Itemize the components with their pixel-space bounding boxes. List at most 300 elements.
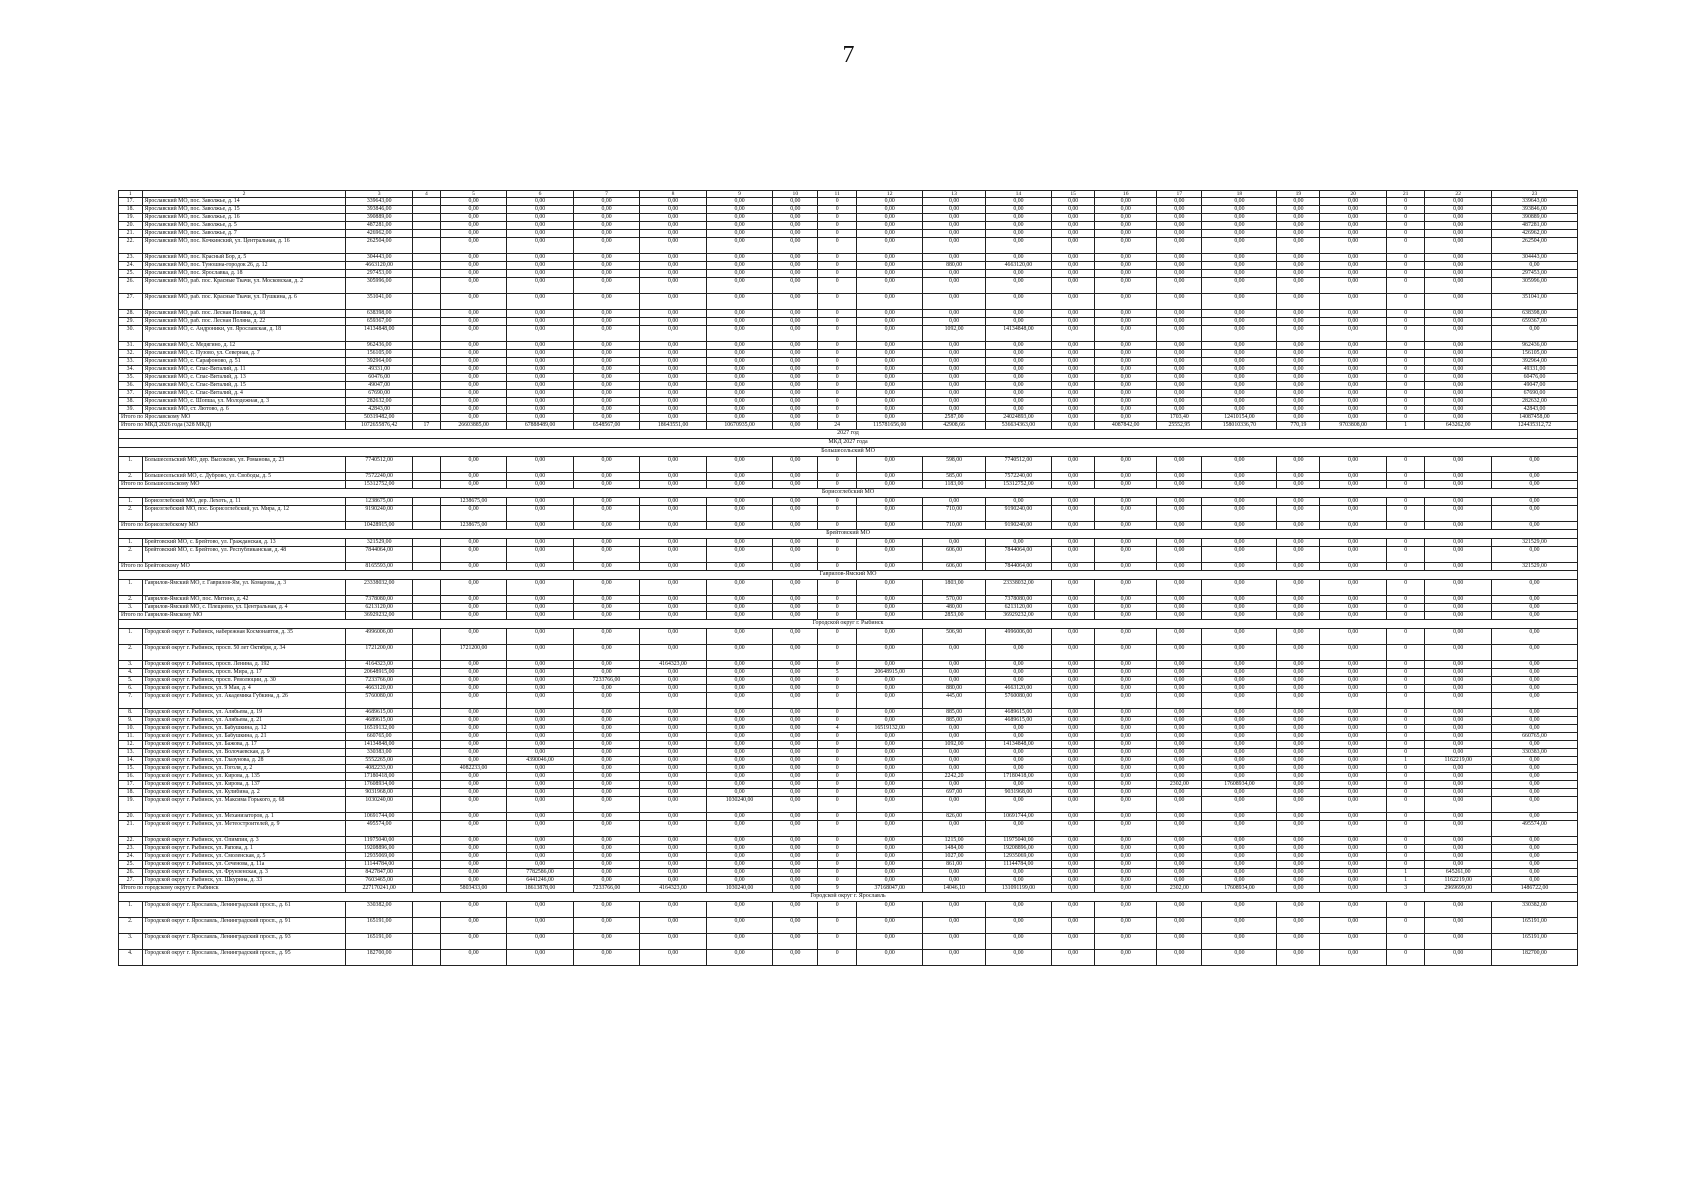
value-cell: [412, 350, 440, 358]
table-row: [119, 398, 1578, 406]
value-cell: 0,00: [507, 358, 574, 366]
header-cell: 11: [818, 191, 857, 198]
value-cell: 1238675,00: [440, 498, 507, 506]
address-cell: Городской округ г. Ярославль, Ленинградский просп., д. 95: [142, 950, 346, 966]
value-cell: 9190240,00: [985, 506, 1052, 522]
value-cell: 0,00: [985, 669, 1052, 677]
value-cell: 0,00: [706, 709, 773, 717]
value-cell: 0: [1386, 902, 1425, 918]
value-cell: [412, 539, 440, 547]
value-cell: 0,00: [923, 821, 985, 837]
value-cell: 0,00: [1320, 366, 1387, 374]
total-row: [119, 563, 1578, 571]
value-cell: 0,00: [640, 310, 707, 318]
value-cell: 0,00: [856, 278, 923, 294]
value-cell: 0,00: [573, 950, 640, 966]
value-cell: 0,00: [985, 877, 1052, 885]
value-cell: 0,00: [1157, 278, 1202, 294]
value-cell: 0,00: [1320, 198, 1387, 206]
table-row: [119, 230, 1578, 238]
value-cell: 0,00: [773, 342, 818, 350]
value-cell: 0,00: [856, 853, 923, 861]
value-cell: 0,00: [1320, 254, 1387, 262]
total-label: Итого по Брейтовскому МО: [119, 563, 346, 571]
value-cell: 0,00: [856, 645, 923, 661]
value-cell: 0,00: [923, 765, 985, 773]
value-cell: 0: [818, 457, 857, 473]
value-cell: 0,00: [856, 522, 923, 530]
value-cell: 227170241,00: [346, 885, 413, 893]
value-cell: 18613878,00: [507, 885, 574, 893]
value-cell: 0,00: [1320, 390, 1387, 398]
value-cell: 0,00: [1202, 797, 1277, 813]
value-cell: 0,00: [1425, 326, 1492, 342]
column-number-header: [119, 191, 1578, 198]
value-cell: 0: [1386, 813, 1425, 821]
value-cell: 0,00: [985, 661, 1052, 669]
value-cell: 0,00: [1095, 350, 1157, 358]
table-row: [119, 310, 1578, 318]
value-cell: 0,00: [1157, 612, 1202, 620]
value-cell: 0,00: [1052, 765, 1095, 773]
value-cell: 15312752,00: [346, 481, 413, 489]
row-number: 30.: [119, 326, 143, 342]
value-cell: 0,00: [923, 950, 985, 966]
total-label: Итого по городскому округу г. Рыбинск: [119, 885, 346, 893]
value-cell: 606,00: [923, 563, 985, 571]
value-cell: 0: [1386, 254, 1425, 262]
value-cell: 0,00: [440, 685, 507, 693]
address-cell: Городской округ г. Рыбинск, ул. Бабушкина, д. 12: [142, 725, 346, 733]
row-number: 37.: [119, 390, 143, 398]
value-cell: 0,00: [1095, 685, 1157, 693]
table-row: [119, 789, 1578, 797]
value-cell: 0,00: [706, 457, 773, 473]
value-cell: 0,00: [706, 262, 773, 270]
value-cell: 0,00: [1491, 757, 1577, 765]
value-cell: 6213120,00: [985, 604, 1052, 612]
value-cell: 0,00: [573, 382, 640, 390]
address-cell: Гаврилов-Ямский МО, пос. Митино, д. 42: [142, 596, 346, 604]
value-cell: 962436,00: [1491, 342, 1577, 350]
header-cell: 16: [1095, 191, 1157, 198]
table-row: [119, 457, 1578, 473]
value-cell: 0,00: [856, 350, 923, 358]
value-cell: 0,00: [1157, 230, 1202, 238]
value-cell: 0,00: [856, 741, 923, 749]
value-cell: 0,00: [1157, 498, 1202, 506]
value-cell: 0,00: [773, 262, 818, 270]
value-cell: 0,00: [1320, 717, 1387, 725]
value-cell: 0,00: [985, 821, 1052, 837]
value-cell: 0,00: [1095, 278, 1157, 294]
value-cell: 0,00: [507, 350, 574, 358]
value-cell: [412, 797, 440, 813]
value-cell: 0,00: [507, 645, 574, 661]
value-cell: 0,00: [1277, 709, 1320, 717]
value-cell: 0,00: [573, 358, 640, 366]
value-cell: 11975040,00: [346, 837, 413, 845]
value-cell: 0,00: [640, 230, 707, 238]
value-cell: 1486722,00: [1491, 885, 1577, 893]
value-cell: 0,00: [440, 741, 507, 749]
value-cell: 8427847,00: [346, 869, 413, 877]
value-cell: 0,00: [440, 813, 507, 821]
value-cell: 0,00: [1052, 869, 1095, 877]
value-cell: 0,00: [1095, 725, 1157, 733]
value-cell: 0,00: [923, 398, 985, 406]
value-cell: 0,00: [573, 596, 640, 604]
value-cell: 0,00: [1320, 869, 1387, 877]
value-cell: 25552,95: [1157, 422, 1202, 430]
value-cell: 26603885,00: [440, 422, 507, 430]
value-cell: 321529,00: [346, 539, 413, 547]
value-cell: 0,00: [1425, 709, 1492, 717]
value-cell: 0,00: [773, 473, 818, 481]
value-cell: 0,00: [1277, 741, 1320, 749]
value-cell: 0,00: [1491, 709, 1577, 717]
value-cell: 0: [818, 326, 857, 342]
value-cell: 0,00: [1157, 214, 1202, 222]
value-cell: 0,00: [640, 845, 707, 853]
value-cell: 0,00: [507, 934, 574, 950]
row-number: 12.: [119, 741, 143, 749]
address-cell: Городской округ г. Рыбинск, ул. Гоголя, д. 2: [142, 765, 346, 773]
value-cell: 0,00: [1095, 230, 1157, 238]
value-cell: 0,00: [706, 318, 773, 326]
value-cell: 0,00: [706, 781, 773, 789]
value-cell: 0,00: [573, 222, 640, 230]
value-cell: 0: [818, 222, 857, 230]
value-cell: [412, 374, 440, 382]
address-cell: Городской округ г. Рыбинск, ул. Кирова, д. 137: [142, 781, 346, 789]
value-cell: 0,00: [507, 685, 574, 693]
header-cell: 18: [1202, 191, 1277, 198]
value-cell: 0,00: [1320, 294, 1387, 310]
value-cell: 0,00: [1277, 473, 1320, 481]
value-cell: 495574,00: [1491, 821, 1577, 837]
value-cell: 15312752,00: [985, 481, 1052, 489]
value-cell: 0,00: [1277, 374, 1320, 382]
value-cell: 0,00: [1095, 677, 1157, 685]
value-cell: 0,00: [856, 813, 923, 821]
value-cell: 0,00: [1095, 506, 1157, 522]
value-cell: 0,00: [507, 902, 574, 918]
value-cell: [412, 885, 440, 893]
value-cell: 0,00: [1052, 661, 1095, 669]
value-cell: 0,00: [773, 781, 818, 789]
value-cell: 0,00: [1320, 629, 1387, 645]
value-cell: 0,00: [1277, 902, 1320, 918]
value-cell: 0,00: [706, 238, 773, 254]
value-cell: 0,00: [640, 781, 707, 789]
value-cell: 0,00: [856, 310, 923, 318]
value-cell: 0,00: [1491, 693, 1577, 709]
value-cell: [412, 358, 440, 366]
row-number: 2.: [119, 473, 143, 481]
value-cell: 0: [1386, 837, 1425, 845]
value-cell: [412, 773, 440, 781]
value-cell: 0,00: [773, 661, 818, 669]
value-cell: 0,00: [1095, 310, 1157, 318]
row-number: 1.: [119, 498, 143, 506]
value-cell: 770,19: [1277, 422, 1320, 430]
value-cell: 0,00: [507, 238, 574, 254]
value-cell: 0,00: [440, 677, 507, 685]
value-cell: 0,00: [1491, 457, 1577, 473]
value-cell: 0: [818, 414, 857, 422]
value-cell: 0: [1386, 342, 1425, 350]
value-cell: 4082233,00: [440, 765, 507, 773]
value-cell: 42908,66: [923, 422, 985, 430]
table-row: [119, 773, 1578, 781]
section-header-row: [119, 893, 1578, 902]
value-cell: 0,00: [507, 604, 574, 612]
value-cell: 0: [818, 741, 857, 749]
value-cell: 0,00: [640, 773, 707, 781]
value-cell: 0,00: [706, 749, 773, 757]
value-cell: 0,00: [640, 902, 707, 918]
value-cell: 0,00: [985, 757, 1052, 765]
address-cell: Городской округ г. Рыбинск, ул. Шкурина, д. 33: [142, 877, 346, 885]
value-cell: 0,00: [640, 677, 707, 685]
value-cell: 638398,00: [1491, 310, 1577, 318]
value-cell: 0,00: [706, 254, 773, 262]
row-number: 4.: [119, 669, 143, 677]
value-cell: 0: [818, 845, 857, 853]
value-cell: 0,00: [1202, 685, 1277, 693]
row-number: 1.: [119, 457, 143, 473]
value-cell: 0: [1386, 522, 1425, 530]
value-cell: 0,00: [1320, 481, 1387, 489]
value-cell: 0,00: [706, 861, 773, 869]
value-cell: 165191,00: [1491, 918, 1577, 934]
value-cell: 0,00: [1095, 861, 1157, 869]
address-cell: Городской округ г. Рыбинск, ул. Смоленская, д. 5: [142, 853, 346, 861]
value-cell: 0,00: [640, 596, 707, 604]
value-cell: 10691744,00: [985, 813, 1052, 821]
value-cell: 0: [818, 310, 857, 318]
value-cell: 4087842,00: [1095, 422, 1157, 430]
value-cell: 0,00: [1320, 725, 1387, 733]
value-cell: 18643551,00: [640, 422, 707, 430]
value-cell: 0,00: [1052, 539, 1095, 547]
value-cell: 0,00: [507, 539, 574, 547]
value-cell: 0,00: [1052, 733, 1095, 741]
row-number: 24.: [119, 853, 143, 861]
row-number: 27.: [119, 294, 143, 310]
value-cell: 0,00: [1157, 773, 1202, 781]
value-cell: 4996006,00: [346, 629, 413, 645]
value-cell: [412, 473, 440, 481]
value-cell: 0,00: [1425, 198, 1492, 206]
value-cell: 0,00: [1095, 749, 1157, 757]
value-cell: 0,00: [856, 757, 923, 765]
value-cell: 0,00: [706, 358, 773, 366]
value-cell: 0,00: [773, 547, 818, 563]
value-cell: 0,00: [1052, 741, 1095, 749]
value-cell: 0,00: [573, 198, 640, 206]
value-cell: 0,00: [856, 222, 923, 230]
value-cell: 0,00: [1320, 677, 1387, 685]
value-cell: 0,00: [640, 709, 707, 717]
value-cell: 330382,00: [346, 902, 413, 918]
value-cell: 0,00: [1277, 342, 1320, 350]
table-row: [119, 645, 1578, 661]
value-cell: 0,00: [440, 821, 507, 837]
value-cell: 0,00: [1202, 950, 1277, 966]
address-cell: Ярославский МО, пос. Заволжье, д. 16: [142, 214, 346, 222]
value-cell: 0,00: [440, 481, 507, 489]
value-cell: 0: [1386, 781, 1425, 789]
value-cell: 0,00: [1157, 877, 1202, 885]
value-cell: 0,00: [1425, 733, 1492, 741]
value-cell: 0,00: [985, 278, 1052, 294]
value-cell: 643262,00: [1425, 422, 1492, 430]
value-cell: 0,00: [706, 612, 773, 620]
value-cell: 2242,20: [923, 773, 985, 781]
value-cell: 0,00: [1425, 669, 1492, 677]
value-cell: 0: [1386, 326, 1425, 342]
value-cell: 0,00: [773, 669, 818, 677]
value-cell: 0,00: [923, 877, 985, 885]
value-cell: 0,00: [1491, 661, 1577, 669]
value-cell: 0: [818, 358, 857, 366]
value-cell: 182700,00: [1491, 950, 1577, 966]
value-cell: 0,00: [1202, 278, 1277, 294]
value-cell: 0,00: [1491, 645, 1577, 661]
value-cell: 0,00: [1277, 757, 1320, 765]
value-cell: 0: [1386, 596, 1425, 604]
value-cell: 60476,00: [346, 374, 413, 382]
value-cell: 0,00: [1320, 230, 1387, 238]
value-cell: 0,00: [706, 902, 773, 918]
value-cell: 0,00: [1277, 214, 1320, 222]
value-cell: 0: [1386, 374, 1425, 382]
value-cell: 0,00: [1425, 950, 1492, 966]
value-cell: 0,00: [773, 238, 818, 254]
value-cell: 0,00: [1425, 789, 1492, 797]
value-cell: 0,00: [1157, 198, 1202, 206]
value-cell: 36929232,00: [346, 612, 413, 620]
row-number: 2.: [119, 506, 143, 522]
value-cell: 0,00: [923, 869, 985, 877]
table-row: [119, 222, 1578, 230]
value-cell: 0,00: [985, 310, 1052, 318]
value-cell: 0: [818, 382, 857, 390]
value-cell: 0,00: [1157, 604, 1202, 612]
value-cell: 0: [1386, 238, 1425, 254]
value-cell: 14134848,00: [985, 741, 1052, 749]
value-cell: 0,00: [1095, 563, 1157, 571]
value-cell: 0,00: [1052, 506, 1095, 522]
value-cell: 0,00: [440, 539, 507, 547]
value-cell: 3: [1386, 885, 1425, 893]
value-cell: [412, 741, 440, 749]
value-cell: 0,00: [507, 741, 574, 749]
value-cell: 0,00: [507, 522, 574, 530]
value-cell: 0,00: [773, 522, 818, 530]
row-number: 20.: [119, 813, 143, 821]
value-cell: 0,00: [1052, 366, 1095, 374]
value-cell: [412, 498, 440, 506]
value-cell: 0,00: [573, 918, 640, 934]
value-cell: 0,00: [640, 498, 707, 506]
value-cell: 0: [818, 861, 857, 869]
value-cell: 0,00: [440, 414, 507, 422]
total-row: [119, 522, 1578, 530]
row-number: 25.: [119, 270, 143, 278]
table-row: [119, 270, 1578, 278]
value-cell: 19208896,00: [985, 845, 1052, 853]
value-cell: 0,00: [1157, 797, 1202, 813]
value-cell: 0,00: [507, 230, 574, 238]
value-cell: 0,00: [1052, 326, 1095, 342]
value-cell: 0,00: [640, 563, 707, 571]
value-cell: 0,00: [1157, 358, 1202, 366]
table-row: [119, 661, 1578, 669]
value-cell: 351041,00: [346, 294, 413, 310]
value-cell: 14134848,00: [346, 326, 413, 342]
address-cell: Городской округ г. Рыбинск, ул. Максима Горького, д. 68: [142, 797, 346, 813]
value-cell: 0,00: [1157, 853, 1202, 861]
value-cell: 0,00: [640, 481, 707, 489]
value-cell: 0,00: [1052, 717, 1095, 725]
value-cell: 0,00: [773, 749, 818, 757]
value-cell: 0,00: [507, 661, 574, 669]
total-label: Итого по Большесельскому МО: [119, 481, 346, 489]
value-cell: 0,00: [1157, 506, 1202, 522]
value-cell: 0,00: [856, 318, 923, 326]
value-cell: 0,00: [1425, 902, 1492, 918]
value-cell: 0,00: [1425, 629, 1492, 645]
value-cell: 1030240,00: [346, 797, 413, 813]
value-cell: 0,00: [1052, 406, 1095, 414]
value-cell: 880,00: [923, 685, 985, 693]
value-cell: 0,00: [1277, 837, 1320, 845]
value-cell: [412, 366, 440, 374]
value-cell: 0,00: [985, 294, 1052, 310]
value-cell: 0,00: [985, 382, 1052, 390]
value-cell: 0,00: [440, 773, 507, 781]
value-cell: 0,00: [1491, 685, 1577, 693]
value-cell: 4: [818, 725, 857, 733]
value-cell: 7844064,00: [985, 563, 1052, 571]
row-number: 4.: [119, 950, 143, 966]
value-cell: 0,00: [856, 206, 923, 214]
header-cell: 14: [985, 191, 1052, 198]
value-cell: 0,00: [1052, 629, 1095, 645]
value-cell: 697,00: [923, 789, 985, 797]
value-cell: 0,00: [706, 661, 773, 669]
value-cell: 0,00: [1425, 390, 1492, 398]
value-cell: 0,00: [1320, 214, 1387, 222]
value-cell: 0,00: [1202, 310, 1277, 318]
address-cell: Городской округ г. Рыбинск, ул. Кирова, д. 135: [142, 773, 346, 781]
table-row: [119, 693, 1578, 709]
value-cell: 0,00: [1320, 406, 1387, 414]
value-cell: 0: [818, 278, 857, 294]
value-cell: 0,00: [440, 580, 507, 596]
row-number: 15.: [119, 765, 143, 773]
value-cell: 0,00: [706, 677, 773, 685]
value-cell: 0,00: [1202, 473, 1277, 481]
value-cell: 0,00: [923, 310, 985, 318]
value-cell: 0,00: [985, 918, 1052, 934]
value-cell: 0,00: [1052, 382, 1095, 390]
total-row: [119, 885, 1578, 893]
value-cell: 2302,00: [1157, 885, 1202, 893]
